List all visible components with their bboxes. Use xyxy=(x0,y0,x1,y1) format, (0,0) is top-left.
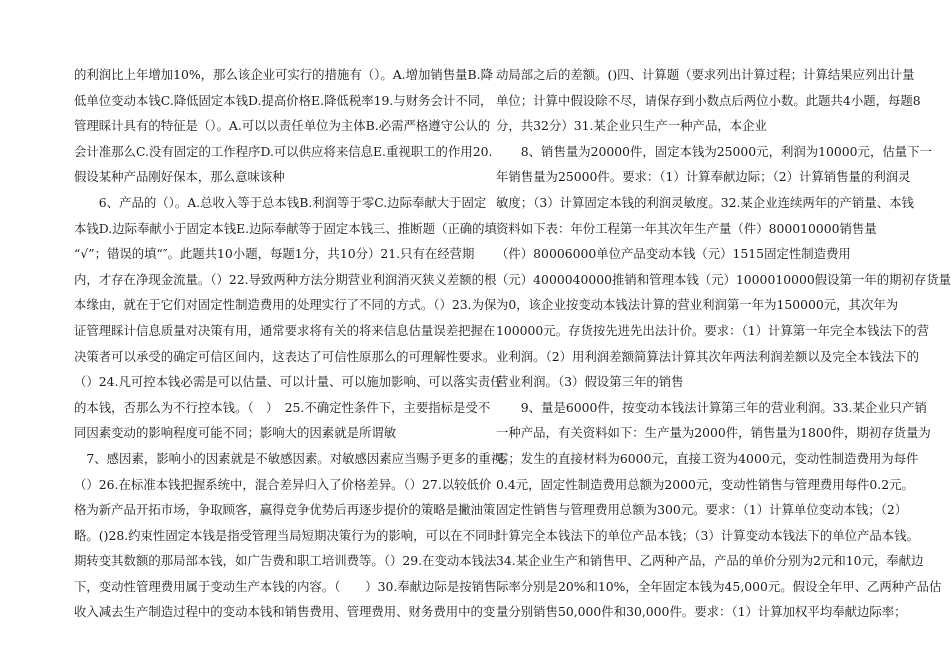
text-line: 假设某种产品刚好保本，那么意味该种 xyxy=(74,169,285,185)
text-line: 业利润。（2）用利润差额简算法计算其次年两法利润差额以及完全本钱法下的 xyxy=(496,348,919,364)
text-line: 单位；计算中假设除不尽，请保存到小数点后两位小数。此题共4小题，每题8 xyxy=(496,92,921,108)
text-line: 一种产品，有关资料如下：生产量为2000件，销售量为1800件，期初存货量为 xyxy=(496,425,931,441)
text-line: 收入减去生产制造过程中的变动本钱和销售费用、管理费用、财务费用中的变 xyxy=(74,604,496,620)
text-line: 会计准那么C.没有固定的工作程序D.可以供应将来信息E.重视职工的作用20. xyxy=(74,143,493,159)
text-line: 年销售量为25000件。要求：（1）计算奉献边际；（2）计算销售量的利润灵 xyxy=(496,169,911,185)
text-line: 下，变动性管理费用属于变动生产本钱的内容。（ ）30.奉献边际是按销售 xyxy=(74,578,497,594)
text-line: “√”；错误的填“″。此题共10小题，每题1分，共10分）21.只有在经营期 xyxy=(74,246,475,262)
text-line: （）26.在标准本钱把握系统中，混合差异归入了价格差异。（）27.以较低价 xyxy=(74,476,492,492)
text-line: 决策者可以承受的确定可信区间内，这表达了可信性原那么的可理解性要求。 xyxy=(74,348,496,364)
text-line: 的利润比上年增加10%，那么该企业可实行的措施有（）。A.增加销售量B.降 xyxy=(74,67,493,82)
text-line: 34.某企业生产和销售甲、乙两种产品，产品的单价分别为2元和10元，奉献边 xyxy=(496,553,924,569)
text-line: 同因素变动的影响程度可能不同；影响大的因素就是所谓敏 xyxy=(74,425,397,441)
text-line: 的本钱，否那么为不行控本钱。（ ） 25.不确定性条件下，主要指标是受不 xyxy=(74,399,491,415)
text-line: 管理睬计具有的特征是（）。A.可以以责任单位为主体B.必需严格遵守公认的 xyxy=(74,118,491,134)
text-line: 略。()28.约束性固定本钱是指受管理当局短期决策行为的影响，可以在不同时 xyxy=(74,527,500,543)
text-line: 8、销售量为20000件，固定本钱为25000元，利润为10000元，估量下一 xyxy=(496,143,932,159)
left-column xyxy=(74,62,516,625)
text-line: 敏度；（3）计算固定本钱的利润灵敏度。32.某企业连续两年的产销量、本钱 xyxy=(496,194,914,210)
text-line: （件）80006000单位产品变动本钱（元）1515固定性制造费用 xyxy=(496,246,851,262)
text-line: 证管理睬计信息质量对决策有用，通常要求将有关的将来信息估量误差把握在 xyxy=(74,322,496,338)
text-line: 为0，该企业按变动本钱法计算的营业利润第一年为150000元，其次年为 xyxy=(496,297,899,313)
text-line: 6、产品的（）。A.总收入等于总本钱B.利润等于零C.边际奉献大于固定 xyxy=(74,194,487,210)
text-line: 内，才存在净现金流量。（）22.导致两种方法分期营业利润消灭狭义差额的根 xyxy=(74,271,497,287)
right-column xyxy=(496,62,951,625)
text-line: 格为新产品开拓市场，争取顾客，赢得竞争优势后再逐步提价的策略是撇油策 xyxy=(74,502,496,518)
text-line: 本缘由，就在于它们对固定性制造费用的处理实行了不同的方式。（）23.为保 xyxy=(74,297,497,313)
text-line: 分，共32分）31.某企业只生产一种产品，本企业 xyxy=(496,118,767,134)
text-line: 100000元。存货按先进先出法计价。要求：（1）计算第一年完全本钱法下的营 xyxy=(496,322,930,338)
text-line: 9、量是6000件，按变动本钱法计算第三年的营业利润。33.某企业只产销 xyxy=(496,399,927,415)
text-line: 本钱D.边际奉献小于固定本钱E.边际奉献等于固定本钱三、推断题（正确的填 xyxy=(74,220,497,236)
text-line: 量分别销售50,000件和30,000件。要求：（1）计算加权平均奉献边际率； xyxy=(496,604,907,620)
text-line: 7、感因素，影响小的因素就是不敏感因素。对敏感因素应当赐予更多的重视。 xyxy=(74,450,516,466)
text-line: 际率分别是20%和10%，全年固定本钱为45,000元。假设全年甲、乙两种产品估 xyxy=(496,578,942,594)
text-line: 计算完全本钱法下的单位产品本钱；（3）计算变动本钱法下的单位产品本钱。 xyxy=(496,527,919,543)
text-line: 0.4元，固定性制造费用总额为2000元，变动性销售与管理费用每件0.2元。 xyxy=(496,476,914,492)
text-line: 低单位变动本钱C.降低固定本钱D.提高价格E.降低税率19.与财务会计不同， xyxy=(74,92,493,108)
text-line: 营业利润。（3）假设第三年的销售 xyxy=(496,374,684,390)
text-line: 资料如下表：年份工程第一年其次年生产量（件）800010000销售量 xyxy=(496,220,877,236)
text-line: 期转变其数额的那局部本钱，如广告费和职工培训费等。（）29.在变动本钱法 xyxy=(74,553,497,569)
text-line: （）24.凡可控本钱必需是可以估量、可以计量、可以施加影响、可以落实责任 xyxy=(74,374,503,390)
text-line: 固定性销售与管理费用总额为300元。要求：（1）计算单位变动本钱；（2） xyxy=(496,502,908,518)
text-line: （元）4000040000推销和管理本钱（元）1000010000假设第一年的期初存货量 xyxy=(496,271,951,287)
text-line: 零；发生的直接材料为6000元，直接工资为4000元，变动性制造费用为每件 xyxy=(496,450,919,466)
text-line: 动局部之后的差额。()四、计算题（要求列出计算过程；计算结果应列出计量 xyxy=(496,67,915,82)
